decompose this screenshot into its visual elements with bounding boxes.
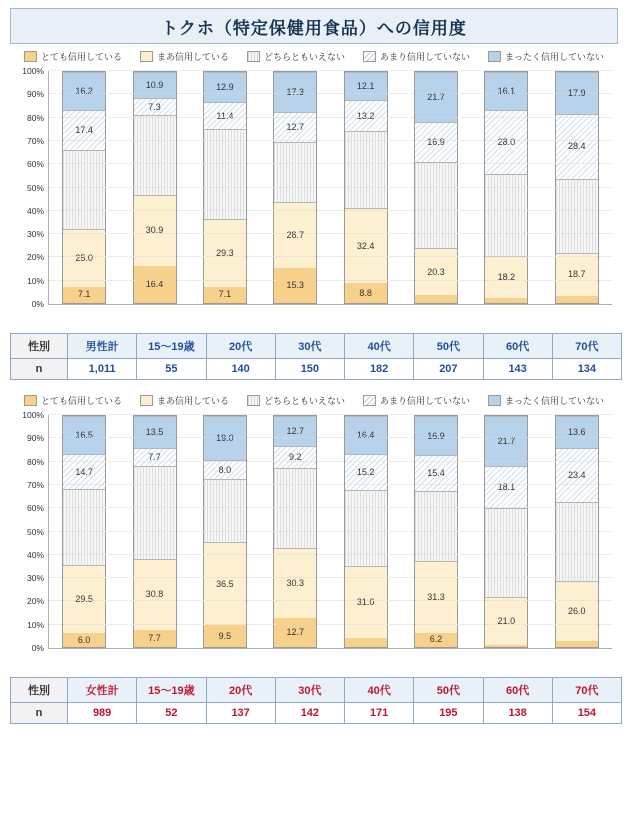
gridline [49, 256, 612, 257]
bar-value-label: 15.2 [356, 466, 375, 477]
legend-female [8, 394, 620, 407]
legend-swatch-icon [24, 51, 37, 62]
bar-segment [204, 625, 246, 647]
bar-segment [345, 283, 387, 303]
bar-value-label: 10.9 [145, 79, 164, 90]
bar-segment [345, 208, 387, 283]
bar-segment [63, 72, 105, 110]
bar-segment [415, 561, 457, 633]
bar-segment [556, 502, 598, 581]
bar-segment [345, 72, 387, 100]
row-label-sex: 性別 [11, 678, 68, 703]
stacked-bar[interactable] [203, 415, 247, 648]
bar-value-label: 21.7 [427, 92, 445, 103]
bar-segment [556, 581, 598, 641]
gridline [49, 163, 612, 164]
col-header-40s: 40代 [345, 678, 414, 703]
col-header-15-19: 15〜19歳 [137, 678, 206, 703]
bar-segment [204, 72, 246, 102]
y-axis-tick: 60% [26, 503, 44, 514]
stacked-bar[interactable] [414, 415, 458, 648]
legend-swatch-icon [247, 395, 260, 406]
legend-item [247, 50, 345, 63]
col-header-total: 女性計 [68, 678, 137, 703]
bar-value-label: 17.4 [75, 125, 93, 136]
bar-segment [134, 448, 176, 466]
stacked-bar[interactable] [273, 71, 317, 304]
col-header-30s: 30代 [275, 678, 344, 703]
legend-item [363, 50, 470, 63]
bar-value-label: 8.0 [218, 464, 232, 475]
bar-value-label: 16.1 [497, 85, 516, 96]
col-header-50s: 50代 [414, 678, 483, 703]
bar-segment [415, 122, 457, 161]
bar-column [119, 71, 189, 304]
bar-segment [485, 72, 527, 110]
gridline [49, 484, 612, 485]
bar-segment [63, 287, 105, 303]
section-spacer [8, 382, 620, 390]
bar-column [190, 415, 260, 648]
bar-segment [274, 416, 316, 446]
bar-value-label: 30.9 [145, 225, 164, 236]
bar-column [119, 415, 189, 648]
legend-label: あまり信用していない [380, 52, 471, 62]
legend-label: まったく信用していない [505, 52, 605, 62]
bar-value-label: 16.9 [427, 430, 445, 441]
bar-value-label: 16.4 [356, 430, 375, 441]
bar-segment [485, 466, 527, 508]
gridline [49, 531, 612, 532]
plot-area-female [48, 415, 612, 649]
chart-female [10, 409, 618, 671]
bar-segment [485, 597, 527, 646]
bar-value-label: 7.7 [148, 451, 161, 462]
col-header-60s: 60代 [483, 334, 552, 359]
col-header-50s: 50代 [414, 334, 483, 359]
legend-swatch-icon [24, 395, 37, 406]
bar-value-label: 12.7 [286, 122, 305, 133]
col-header-30s: 30代 [275, 334, 344, 359]
gridline [49, 93, 612, 94]
chart-male [10, 65, 618, 327]
n-total: 989 [68, 703, 137, 724]
page-title [10, 8, 618, 44]
bar-segment [204, 479, 246, 541]
stacked-bar[interactable] [203, 71, 247, 304]
bar-segment [415, 491, 457, 561]
y-axis-tick: 70% [26, 135, 44, 146]
col-header-40s: 40代 [345, 334, 414, 359]
gridline [49, 437, 612, 438]
col-header-70s: 70代 [552, 334, 621, 359]
stacked-bar[interactable] [133, 415, 177, 648]
table-row [11, 334, 622, 359]
bar-value-label: 31.0 [356, 597, 375, 607]
table-male [10, 333, 622, 380]
n-30s: 150 [275, 359, 344, 380]
bar-value-label: 9.2 [289, 451, 302, 462]
bar-segment [485, 110, 527, 175]
table-row [11, 678, 622, 703]
bar-value-label: 29.5 [75, 594, 93, 605]
legend-swatch-icon [140, 51, 153, 62]
y-axis-tick: 80% [26, 456, 44, 467]
y-axis-tick: 50% [26, 182, 44, 193]
gridline [49, 624, 612, 625]
bar-value-label: 15.4 [427, 468, 445, 479]
col-header-70s: 70代 [552, 678, 621, 703]
legend-label: まあ信用している [156, 52, 229, 62]
bar-segment [345, 416, 387, 454]
bar-value-label: 16.4 [145, 278, 164, 289]
bar-column [331, 415, 401, 648]
n-30s: 142 [275, 703, 344, 724]
legend-item [363, 394, 470, 407]
n-50s: 195 [414, 703, 483, 724]
y-axis-tick: 80% [26, 112, 44, 123]
bar-value-label: 14.7 [75, 466, 93, 477]
bar-segment [415, 295, 457, 303]
row-label-n: n [11, 703, 68, 724]
bar-value-label: 6.2 [429, 634, 443, 645]
legend-label: どちらともいえない [263, 52, 345, 62]
bar-segment [63, 150, 105, 229]
y-axis-tick: 100% [22, 66, 44, 76]
y-axis-tick: 30% [26, 229, 44, 240]
n-20s: 137 [206, 703, 275, 724]
legend-label: まったく信用していない [505, 396, 605, 406]
bar-value-label: 7.1 [218, 289, 232, 300]
y-axis-tick: 60% [26, 159, 44, 170]
bar-value-label: 13.6 [568, 426, 586, 437]
bar-column [190, 71, 260, 304]
bar-value-label: 12.7 [286, 627, 305, 638]
bar-segment [556, 179, 598, 253]
n-60s: 138 [483, 703, 552, 724]
bar-segment [556, 416, 598, 448]
legend-swatch-icon [363, 395, 376, 406]
bar-segment [556, 641, 598, 647]
stacked-bar[interactable] [62, 71, 106, 304]
bar-value-label: 21.0 [497, 616, 516, 627]
gridline [49, 70, 612, 71]
col-header-20s: 20代 [206, 678, 275, 703]
bar-value-label: 30.8 [145, 589, 164, 600]
bar-segment [204, 129, 246, 219]
gridline [49, 210, 612, 211]
bar-column [542, 71, 612, 304]
bar-segment [556, 448, 598, 502]
bar-value-label: 7.7 [148, 632, 161, 643]
legend-label: どちらともいえない [263, 396, 345, 406]
female-section [8, 394, 620, 724]
legend-item [24, 394, 122, 407]
bar-group-female [49, 415, 612, 648]
y-axis-tick: 20% [26, 252, 44, 263]
bar-segment [485, 416, 527, 466]
y-axis-tick: 70% [26, 479, 44, 490]
n-20s: 140 [206, 359, 275, 380]
stacked-bar[interactable] [414, 71, 458, 304]
bar-segment [415, 633, 457, 647]
bar-column [401, 415, 471, 648]
gridline [49, 280, 612, 281]
bar-segment [345, 638, 387, 647]
bar-value-label: 18.7 [568, 269, 586, 280]
bar-segment [204, 460, 246, 479]
bar-column [331, 71, 401, 304]
bar-segment [274, 268, 316, 303]
bar-segment [345, 490, 387, 567]
bar-segment [485, 645, 527, 647]
bar-column [49, 71, 119, 304]
n-15-19: 52 [137, 703, 206, 724]
bar-segment [274, 142, 316, 202]
bar-segment [345, 131, 387, 208]
col-header-60s: 60代 [483, 678, 552, 703]
bar-value-label: 12.9 [216, 82, 234, 93]
bar-column [471, 71, 541, 304]
y-axis-tick: 10% [26, 619, 44, 630]
table-row [11, 359, 622, 380]
bar-value-label: 20.3 [427, 266, 445, 277]
bar-segment [134, 195, 176, 266]
legend-item [140, 394, 229, 407]
n-40s: 171 [345, 703, 414, 724]
bar-value-label: 8.8 [359, 287, 372, 298]
bar-segment [556, 296, 598, 303]
legend-item [488, 50, 604, 63]
bar-segment [63, 633, 105, 647]
bar-segment [415, 416, 457, 455]
legend-item [24, 50, 122, 63]
y-axis-tick: 30% [26, 573, 44, 584]
bar-column [260, 71, 330, 304]
gridline [49, 600, 612, 601]
y-axis-tick: 100% [22, 410, 44, 420]
bar-segment [274, 548, 316, 618]
gridline [49, 414, 612, 415]
legend-label: あまり信用していない [380, 396, 471, 406]
gridline [49, 507, 612, 508]
legend-swatch-icon [140, 395, 153, 406]
bar-value-label: 15.3 [286, 280, 305, 291]
bar-segment [134, 266, 176, 303]
bar-value-label: 23.4 [568, 469, 586, 480]
legend-label: とても信用している [40, 396, 122, 406]
n-60s: 143 [483, 359, 552, 380]
bar-value-label: 29.3 [216, 248, 234, 259]
bar-value-label: 7.1 [77, 289, 91, 300]
bar-segment [134, 559, 176, 630]
bar-value-label: 9.5 [218, 630, 232, 641]
y-axis-tick: 40% [26, 549, 44, 560]
bar-column [401, 71, 471, 304]
bar-value-label: 16.2 [75, 85, 93, 96]
bar-value-label: 19.0 [216, 433, 234, 444]
stacked-bar[interactable] [555, 71, 599, 304]
bar-value-label: 12.7 [286, 425, 305, 436]
stacked-bar[interactable] [555, 415, 599, 648]
bar-segment [415, 248, 457, 295]
bar-value-label: 17.3 [286, 87, 305, 98]
bar-segment [556, 114, 598, 179]
bar-value-label: 17.9 [568, 87, 586, 98]
col-header-20s: 20代 [206, 334, 275, 359]
legend-label: とても信用している [40, 52, 122, 62]
legend-item [488, 394, 604, 407]
legend-swatch-icon [363, 51, 376, 62]
col-header-total: 男性計 [68, 334, 137, 359]
stacked-bar[interactable] [344, 415, 388, 648]
bar-value-label: 18.2 [497, 272, 516, 283]
bar-column [471, 415, 541, 648]
bar-column [542, 415, 612, 648]
bar-value-label: 18.1 [497, 482, 516, 493]
y-axis-tick: 90% [26, 433, 44, 444]
plot-area-male [48, 71, 612, 305]
table-row [11, 703, 622, 724]
bar-segment [485, 256, 527, 298]
stacked-bar[interactable] [484, 71, 528, 304]
bar-value-label: 7.3 [148, 101, 161, 112]
bar-group-male [49, 71, 612, 304]
bar-segment [204, 219, 246, 287]
bar-column [49, 415, 119, 648]
bar-segment [134, 416, 176, 448]
n-50s: 207 [414, 359, 483, 380]
bar-value-label: 32.4 [356, 240, 375, 251]
bar-segment [134, 115, 176, 194]
page-title-text: トクホ（特定保健用食品）への信用度 [161, 18, 467, 38]
y-axis-tick: 40% [26, 205, 44, 216]
legend-label: まあ信用している [156, 396, 229, 406]
y-axis-tick: 10% [26, 275, 44, 286]
bar-segment [556, 253, 598, 296]
bar-segment [63, 416, 105, 454]
row-label-n: n [11, 359, 68, 380]
bar-value-label: 25.0 [75, 253, 93, 264]
bar-value-label: 36.5 [216, 578, 234, 589]
male-section [8, 50, 620, 380]
bar-segment [274, 446, 316, 468]
bar-segment [415, 72, 457, 122]
bar-value-label: 31.3 [427, 591, 445, 602]
bar-segment [204, 287, 246, 303]
y-axis-tick: 0% [31, 643, 44, 653]
gridline [49, 187, 612, 188]
bar-segment [415, 162, 457, 249]
y-axis-tick: 20% [26, 596, 44, 607]
bar-value-label: 30.3 [286, 578, 305, 589]
bar-segment [134, 466, 176, 558]
col-header-15-19: 15〜19歳 [137, 334, 206, 359]
bar-segment [134, 630, 176, 647]
gridline [49, 554, 612, 555]
y-axis-tick: 90% [26, 89, 44, 100]
n-70s: 154 [552, 703, 621, 724]
legend-swatch-icon [488, 395, 501, 406]
bar-value-label: 28.4 [568, 141, 586, 152]
stacked-bar[interactable] [484, 415, 528, 648]
stacked-bar[interactable] [133, 71, 177, 304]
bar-value-label: 28.0 [497, 136, 516, 147]
bar-segment [274, 618, 316, 647]
stacked-bar[interactable] [344, 71, 388, 304]
bar-value-label: 16.5 [75, 430, 93, 441]
n-total: 1,011 [68, 359, 137, 380]
table-female [10, 677, 622, 724]
bar-value-label: 28.7 [286, 230, 305, 241]
legend-item [247, 394, 345, 407]
legend-swatch-icon [247, 51, 260, 62]
n-40s: 182 [345, 359, 414, 380]
bar-segment [485, 508, 527, 596]
gridline [49, 117, 612, 118]
y-axis-tick: 50% [26, 526, 44, 537]
bar-column [260, 415, 330, 648]
bar-segment [274, 72, 316, 112]
bar-segment [134, 98, 176, 116]
bar-value-label: 13.2 [356, 110, 375, 121]
legend-swatch-icon [488, 51, 501, 62]
bar-value-label: 12.1 [356, 81, 375, 92]
bar-value-label: 16.9 [427, 136, 445, 147]
row-label-sex: 性別 [11, 334, 68, 359]
gridline [49, 461, 612, 462]
gridline [49, 577, 612, 578]
bar-value-label: 6.0 [77, 634, 91, 645]
bar-segment [485, 298, 527, 303]
legend-male [8, 50, 620, 63]
y-axis-tick: 0% [31, 299, 44, 309]
bar-segment [274, 202, 316, 268]
gridline [49, 233, 612, 234]
legend-item [140, 50, 229, 63]
gridline [49, 140, 612, 141]
stacked-bar[interactable] [62, 415, 106, 648]
bar-value-label: 21.7 [497, 436, 516, 447]
bar-value-label: 11.4 [216, 110, 234, 121]
bar-value-label: 13.5 [145, 426, 164, 437]
bar-segment [63, 229, 105, 287]
bar-value-label: 26.0 [568, 606, 586, 617]
stacked-bar[interactable] [273, 415, 317, 648]
n-70s: 134 [552, 359, 621, 380]
n-15-19: 55 [137, 359, 206, 380]
